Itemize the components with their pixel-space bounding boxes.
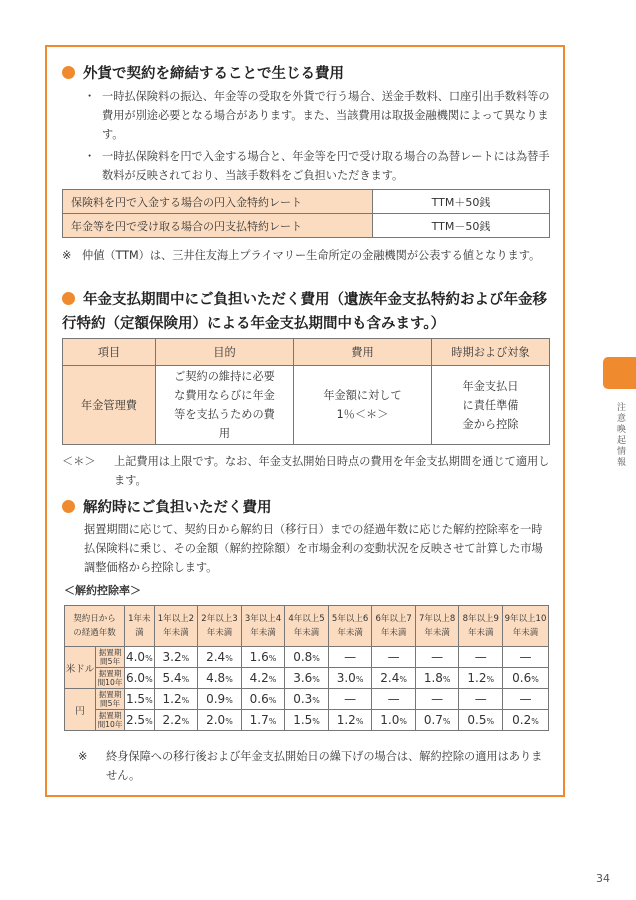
percent-unit: % [181,675,190,684]
table-header-row [63,339,550,366]
percent-unit: % [268,717,277,726]
percent-unit: % [399,675,407,684]
rate-value: 4.8 [206,671,226,685]
section-title-surrender: 解約時にご負担いただく費用 [62,496,552,520]
rate-value: — [519,650,532,664]
year-column-header: 4年以上5年未満 [285,606,329,647]
side-index-tab [603,357,636,389]
rate-value: 0.6 [249,692,269,706]
percent-unit: % [486,717,495,726]
rate-value: 2.5 [125,713,146,727]
currency-cell: 米ドル [65,647,96,689]
surrender-rate-cell [125,689,155,710]
rate-value: 0.7 [423,713,443,727]
surrender-charge-table [64,605,549,731]
percent-unit: % [225,675,233,684]
surrender-rate-cell [285,710,329,731]
table-row [63,190,550,214]
rate-value: — [519,692,532,706]
surrender-rate-cell [415,668,459,689]
column-header: 時期および対象 [432,339,550,366]
rate-value: 6.0 [125,671,146,685]
surrender-rate-cell [154,710,198,731]
percent-unit: % [268,696,277,705]
exchange-rate-table [62,189,550,238]
page-number: 34 [596,872,610,885]
rate-value: 0.3 [293,692,313,706]
section-title-foreign-currency: 外貨で契約を締結することで生じる費用 [62,62,552,86]
surrender-rate-cell [285,668,329,689]
surrender-rate-cell [125,668,155,689]
rate-value: 2.2 [162,713,182,727]
rate-value: 0.8 [293,650,313,664]
item-cell: 年金管理費 [63,366,156,445]
surrender-rate-cell [415,647,459,668]
table-header-row [65,606,549,647]
column-header: 費用 [294,339,432,366]
bullet-dot-icon [62,500,75,513]
rate-value: 4.2 [249,671,269,685]
surrender-description: 据置期間に応じて、契約日から解約日（移行日）までの経過年数に応じた解約控除率を一時払保険料に乗じ、その金額（解約控除額）を市場金利の変動状況を反映させて計算した市場調整価格から控除します。 [84,523,543,574]
year-column-header: 1年未満 [125,606,155,647]
table-row [65,668,549,689]
surrender-rate-cell [503,647,549,668]
year-column-header: 5年以上6年未満 [328,606,372,647]
percent-unit: % [225,654,233,663]
bullet-item: ・ 一時払保険料の振込、年金等の受取を外貨で行う場合、送金手数料、口座引出手数料等の費用が別途必要となる場合があります。また、当該費用は取扱金融機関によって異なります。 [84,90,550,141]
rate-label: 保険料を円で入金する場合の円入金特約レート [63,190,373,214]
percent-unit: % [312,675,320,684]
percent-unit: % [486,675,495,684]
column-header: 項目 [63,339,156,366]
rate-value: — [387,692,400,706]
percent-unit: % [145,675,153,684]
percent-unit: % [145,654,153,663]
year-column-header: 7年以上8年未満 [415,606,459,647]
surrender-rate-cell [241,647,285,668]
percent-unit: % [268,675,277,684]
deferral-period-cell: 据置期間10年 [96,710,125,731]
surrender-rate-cell [198,710,242,731]
year-column-header: 8年以上9年未満 [459,606,503,647]
rate-value: — [474,650,487,664]
rate-value: — [387,650,400,664]
percent-unit: % [442,675,451,684]
surrender-rate-cell [285,647,329,668]
surrender-rate-cell [241,689,285,710]
percent-unit: % [181,717,190,726]
surrender-rate-cell [328,710,372,731]
percent-unit: % [268,654,277,663]
surrender-rate-cell [125,710,155,731]
surrender-rate-cell [154,647,198,668]
surrender-rate-cell [241,710,285,731]
rate-value: 1.6 [249,650,269,664]
rate-value: 1.2 [162,692,182,706]
surrender-rate-cell [241,668,285,689]
percent-unit: % [145,696,153,705]
surrender-rate-cell [198,647,242,668]
surrender-rate-cell [328,647,372,668]
bullet-dot-icon [62,292,75,305]
rate-value: 3.2 [162,650,182,664]
rate-value: 1.5 [125,692,146,706]
surrender-rate-cell [459,689,503,710]
surrender-rate-cell [198,689,242,710]
purpose-cell: ご契約の維持に必要な費用ならびに年金等を支払うための費用 [156,366,294,445]
percent-unit: % [531,717,539,726]
rate-value: 1.2 [467,671,487,685]
elapsed-years-header: 契約日からの経過年数 [65,606,125,647]
surrender-rate-cell [372,647,416,668]
surrender-rate-cell [503,689,549,710]
deferral-period-cell: 据置期間5年 [96,647,125,668]
percent-unit: % [531,675,539,684]
rate-value: 2.0 [206,713,226,727]
rate-value: 1.8 [423,671,443,685]
percent-unit: % [355,717,364,726]
annuity-cost-table [62,338,550,445]
timing-cell: 年金支払日に責任準備金から控除 [432,366,550,445]
surrender-rate-cell [503,668,549,689]
surrender-table-title: ＜解約控除率＞ [64,584,141,597]
rate-value: 1.2 [336,713,356,727]
year-column-header: 6年以上7年未満 [372,606,416,647]
cost-cap-note: ＜＊＞ 上記費用は上限です。なお、年金支払開始日時点の費用を年金支払期間を通じて適用します。 [62,455,550,487]
bullet-item: ・ 一時払保険料を円で入金する場合と、年金等を円で受け取る場合の為替レートには為替手数料が反映されており、当該手数料をご負担いただきます。 [84,150,550,182]
surrender-note: ※ 終身保障への移行後および年金支払開始日の繰下げの場合は、解約控除の適用はありません。 [78,750,543,782]
rate-value: 0.9 [206,692,226,706]
column-header: 目的 [156,339,294,366]
surrender-rate-cell [372,668,416,689]
percent-unit: % [312,717,320,726]
percent-unit: % [312,696,320,705]
surrender-rate-cell [328,689,372,710]
bullet-dot-icon [62,66,75,79]
surrender-rate-cell [328,668,372,689]
surrender-rate-cell [154,689,198,710]
percent-unit: % [181,654,190,663]
percent-unit: % [399,717,407,726]
surrender-rate-cell [372,689,416,710]
surrender-rate-cell [503,710,549,731]
table-row [63,366,550,445]
rate-value: 1.7 [249,713,269,727]
year-column-header: 9年以上10年未満 [503,606,549,647]
percent-unit: % [442,717,451,726]
rate-value: 1.5 [293,713,313,727]
table-row [63,214,550,238]
percent-unit: % [225,696,233,705]
rate-value: 0.2 [512,713,532,727]
rate-value: 3.0 [336,671,356,685]
table-row [65,710,549,731]
percent-unit: % [355,675,364,684]
percent-unit: % [181,696,190,705]
surrender-rate-cell [415,689,459,710]
rate-value: — [431,650,444,664]
ttm-note: ※ 仲値（TTM）は、三井住友海上プライマリー生命所定の金融機関が公表する値となります。 [62,249,541,262]
currency-cell: 円 [65,689,96,731]
rate-value: 3.6 [293,671,313,685]
rate-value: 0.5 [467,713,487,727]
rate-value: 5.4 [162,671,182,685]
surrender-rate-cell [459,647,503,668]
percent-unit: % [225,717,233,726]
rate-value: — [474,692,487,706]
year-column-header: 2年以上3年未満 [198,606,242,647]
deferral-period-cell: 据置期間5年 [96,689,125,710]
rate-value: — [431,692,444,706]
surrender-rate-cell [459,668,503,689]
rate-value: TTM－50銭 [373,214,550,238]
section-title-annuity-period: 年金支払期間中にご負担いただく費用（遺族年金支払特約および年金移行特約（定額保険用）による年金支払期間中も含みます。） [62,292,547,332]
percent-unit: % [312,654,320,663]
percent-unit: % [145,717,153,726]
table-row [65,647,549,668]
surrender-rate-cell [125,647,155,668]
surrender-rate-cell [198,668,242,689]
surrender-rate-cell [415,710,459,731]
rate-value: — [344,650,357,664]
side-index-label: 注意喚起情報 [615,402,625,468]
year-column-header: 1年以上2年未満 [154,606,198,647]
rate-value: 4.0 [125,650,146,664]
rate-value: 1.0 [380,713,400,727]
rate-value: TTM＋50銭 [373,190,550,214]
deferral-period-cell: 据置期間10年 [96,668,125,689]
surrender-rate-cell [459,710,503,731]
surrender-rate-cell [154,668,198,689]
cost-cell: 年金額に対して1％＜＊＞ [294,366,432,445]
surrender-rate-cell [372,710,416,731]
rate-value: 0.6 [512,671,532,685]
year-column-header: 3年以上4年未満 [241,606,285,647]
rate-value: 2.4 [206,650,226,664]
rate-value: 2.4 [380,671,400,685]
rate-label: 年金等を円で受け取る場合の円支払特約レート [63,214,373,238]
surrender-rate-cell [285,689,329,710]
table-row [65,689,549,710]
rate-value: — [344,692,357,706]
